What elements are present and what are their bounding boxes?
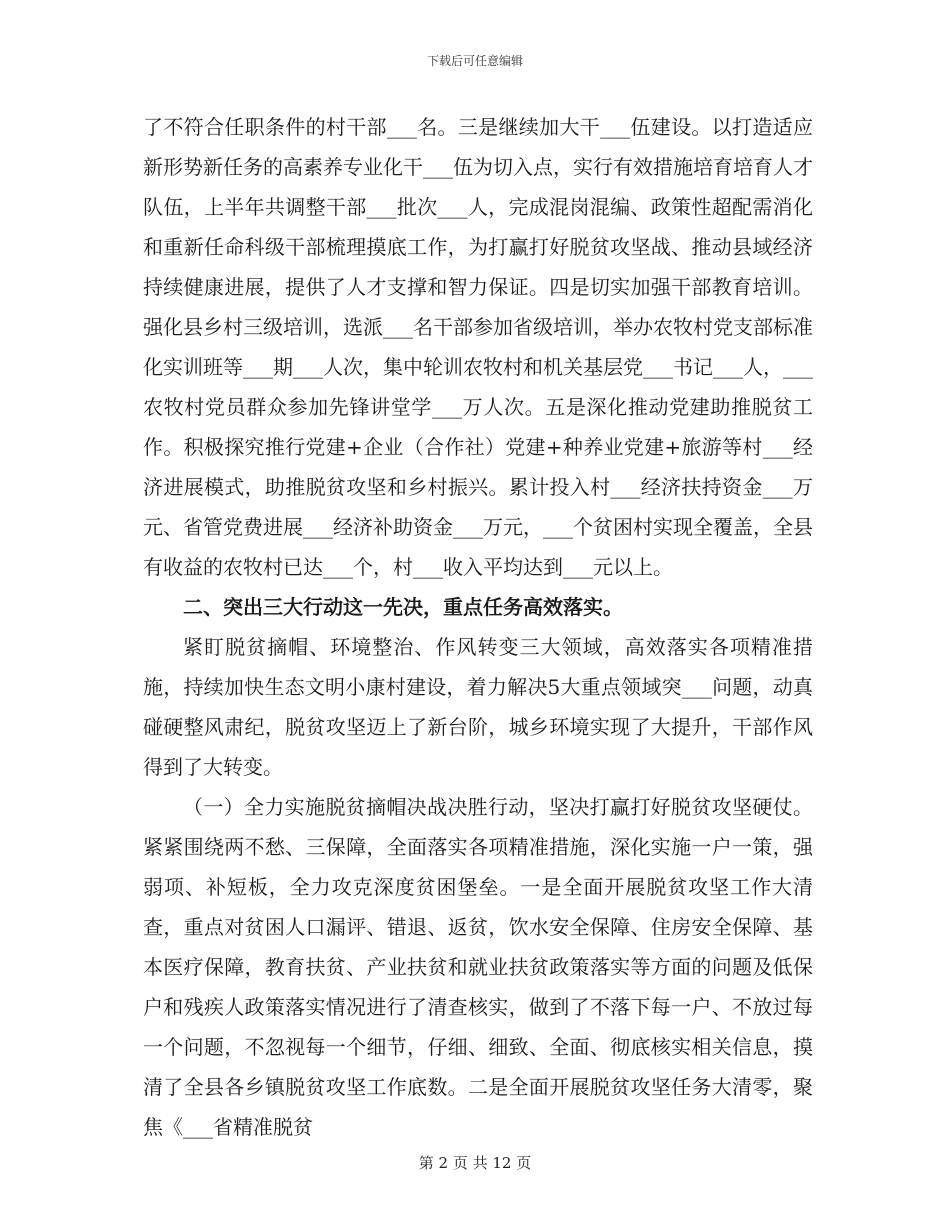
document-body xyxy=(143,107,813,1147)
body-paragraph: （一）全力实施脱贫摘帽决战决胜行动，坚决打赢打好脱贫攻坚硬仗。紧紧围绕两不愁、三保障，全面落实各项精准措施，深化实施一户一策，强弱项、补短板，全力攻克深度贫困堡垒。一是全面开展脱贫攻坚工作大清查，重点对贫困人口漏评、错退、返贫，饮水安全保障、住房安全保障、基本医疗保障，教育扶贫、产业扶贫和就业扶贫政策落实等方面的问题及低保户和残疾人政策落实情况进行了清查核实，做到了不落下每一户、不放过每一个问题，不忽视每一个细节，仔细、细致、全面、彻底核实相关信息，摸清了全县各乡镇脱贫攻坚工作底数。二是全面开展脱贫攻坚任务大清零，聚焦《___省精准脱贫 xyxy=(143,795,813,1139)
body-paragraph: 了不符合任职条件的村干部___名。三是继续加大干___伍建设。以打造适应新形势新任务的高素养专业化干___伍为切入点，实行有效措施培育培育人才队伍，上半年共调整干部___批次___人，完成混岗混编、政策性超配需消化和重新任命科级干部梳理摸底工作，为打赢打好脱贫攻坚战、推动县域经济持续健康进展，提供了人才支撑和智力保证。四是切实加强干部教育培训。强化县乡村三级培训，选派___名干部参加省级培训，举办农牧村党支部标准化实训班等___期___人次，集中轮训农牧村和机关基层党___书记___人，___农牧村党员群众参加先锋讲堂学___万人次。五是深化推动党建助推脱贫工作。积极探究推行党建+企业（合作社）党建+种养业党建+旅游等村___经济进展模式，助推脱贫攻坚和乡村振兴。累计投入村___经济扶持资金___万元、省管党费进展___经济补助资金___万元，___个贫困村实现全覆盖，全县有收益的农牧村已达___个，村___收入平均达到___元以上。 xyxy=(143,115,813,579)
body-paragraph: 紧盯脱贫摘帽、环境整治、作风转变三大领域，高效落实各项精准措施，持续加快生态文明小康村建设，着力解决5大重点领域突___问题，动真碰硬整风肃纪，脱贫攻坚迈上了新台阶，城乡环境实现了大提升，干部作风得到了大转变。 xyxy=(143,635,813,779)
page-footer: 第 2 页 共 12 页 xyxy=(418,1154,532,1172)
section-heading: 二、突出三大行动这一先决，重点任务高效落实。 xyxy=(183,595,623,619)
page-header: 下载后可任意编辑 xyxy=(426,54,523,68)
